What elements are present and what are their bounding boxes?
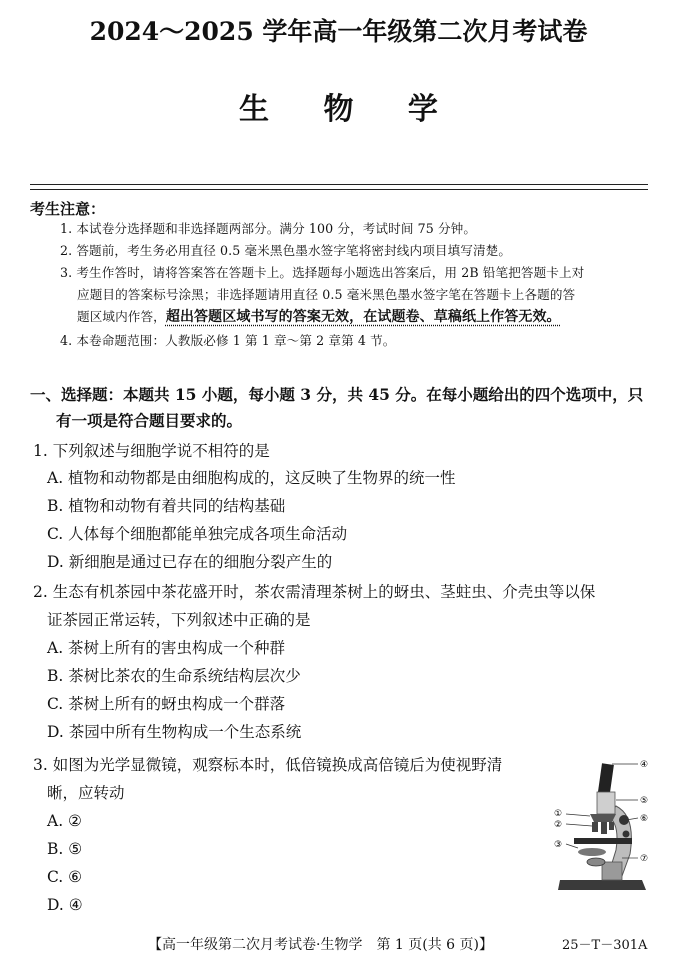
figure-label-6: ⑥ <box>640 814 649 824</box>
section-line-1: 一、选择题：本题共 15 小题，每小题 3 分，共 45 分。在每小题给出的四个选项中，只 <box>30 385 644 404</box>
microscope-nosepiece <box>590 814 616 822</box>
microscope-stage <box>574 838 632 844</box>
figure-label-7: ⑦ <box>640 854 649 864</box>
question-3-stem-line-1: 3. 如图为光学显微镜，观察标本时，低倍镜换成高倍镜后为使视野清 <box>33 756 503 774</box>
microscope-eyepiece <box>598 763 614 794</box>
double-rule-bottom <box>30 189 648 190</box>
section-heading <box>30 382 643 434</box>
microscope-tube <box>597 792 615 814</box>
question-2-option-b: B. 茶树比茶农的生命系统结构层次少 <box>47 667 301 685</box>
figure-label-1: ① <box>554 809 563 819</box>
microscope-condenser <box>578 848 606 856</box>
figure-label-5: ⑤ <box>640 796 649 806</box>
microscope-pillar <box>602 862 622 880</box>
notice-item-4: 4. 本卷命题范围：人教版必修 1 第 1 章～第 2 章第 4 节。 <box>60 333 396 348</box>
question-3-stem-line-2: 晰，应转动 <box>47 784 125 802</box>
microscope-objective-1 <box>592 822 598 832</box>
question-2-option-c: C. 茶树上所有的蚜虫构成一个群落 <box>47 695 286 713</box>
question-1-stem: 1. 下列叙述与细胞学说不相符的是 <box>33 442 270 460</box>
notice-heading: 考生注意： <box>30 200 106 218</box>
microscope-objective-2 <box>601 822 607 834</box>
microscope-mirror <box>587 858 605 866</box>
question-1-option-a: A. 植物和动物都是由细胞构成的，这反映了生物界的统一性 <box>47 469 456 487</box>
question-1-option-b: B. 植物和动物有着共同的结构基础 <box>47 497 286 515</box>
notice-item-3: 3. 考生作答时，请将答案答在答题卡上。选择题每小题选出答案后，用 2B 铅笔把答题卡上对 <box>60 265 585 280</box>
question-3-option-c: C. ⑥ <box>47 868 83 886</box>
figure-label-2: ② <box>554 820 563 830</box>
notice-item-3-cont2 <box>77 306 561 328</box>
question-1-option-c: C. 人体每个细胞都能单独完成各项生命活动 <box>47 525 348 543</box>
microscope-objective-3 <box>609 822 614 830</box>
notice-item-3-cont: 应题目的答案标号涂黑；非选择题请用直径 0.5 毫米黑色墨水签字笔在答题卡上各题的答 <box>77 287 576 302</box>
double-rule-top <box>30 184 648 185</box>
microscope-figure <box>550 758 662 896</box>
fine-knob <box>623 831 630 838</box>
notice-item-2: 2. 答题前，考生务必用直径 0.5 毫米黑色墨水签字笔将密封线内项目填写清楚。 <box>60 243 512 258</box>
subject-title: 生 物 学 <box>239 92 460 127</box>
exam-title: 2024～2025 学年高一年级第二次月考试卷 <box>89 17 588 46</box>
question-2-stem-line-2: 证茶园正常运转，下列叙述中正确的是 <box>47 611 311 629</box>
microscope-base <box>558 880 646 890</box>
footer-code: 25－T－301A <box>562 938 648 953</box>
question-2-stem-line-1: 2. 生态有机茶园中茶花盛开时，茶农需清理茶树上的蚜虫、茎蛀虫、介壳虫等以保 <box>33 583 596 601</box>
section-line-2: 有一项是符合题目要求的。 <box>56 411 243 430</box>
question-2-option-d: D. 茶园中所有生物构成一个生态系统 <box>47 723 302 741</box>
notice-item-3-tail: 题区域内作答， <box>77 309 166 324</box>
question-2-option-a: A. 茶树上所有的害虫构成一个种群 <box>47 639 286 657</box>
footer-page-info: 【高一年级第二次月考试卷·生物学 第 1 页(共 6 页)】 <box>148 937 493 953</box>
question-3-option-b: B. ⑤ <box>47 840 83 858</box>
notice-emphasis: 超出答题区域书写的答案无效，在试题卷、草稿纸上作答无效。 <box>165 309 561 325</box>
question-3-option-a: A. ② <box>47 812 82 830</box>
notice-item-1: 1. 本试卷分选择题和非选择题两部分。满分 100 分，考试时间 75 分钟。 <box>60 221 477 236</box>
question-1-option-d: D. 新细胞是通过已存在的细胞分裂产生的 <box>47 553 333 571</box>
figure-label-3: ③ <box>554 840 563 850</box>
question-3-option-d: D. ④ <box>47 896 83 914</box>
figure-label-4: ④ <box>640 760 649 770</box>
